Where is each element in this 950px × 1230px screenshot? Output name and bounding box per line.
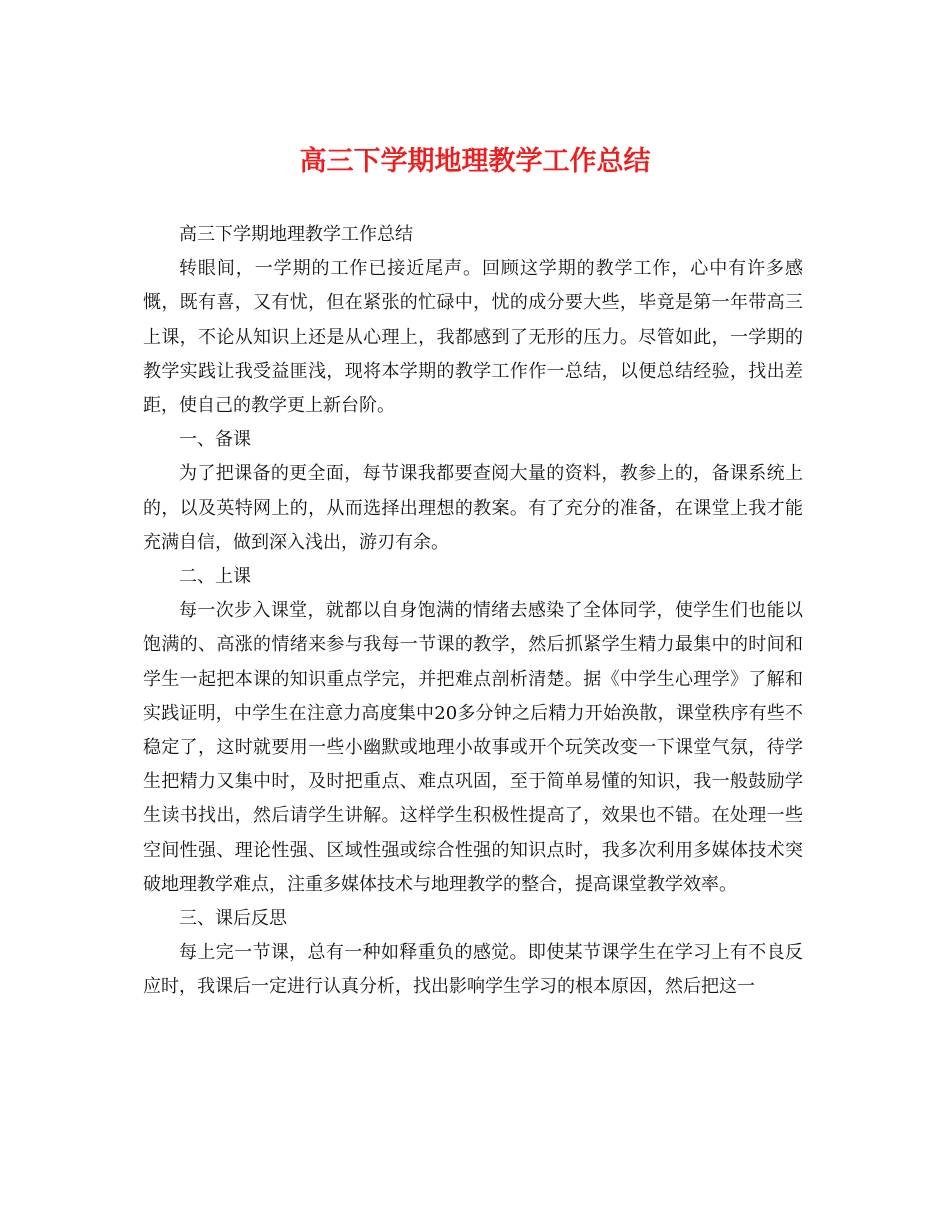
paragraph-intro: 转眼间，一学期的工作已接近尾声。回顾这学期的教学工作，心中有许多感慨，既有喜，又有忧，但在紧张的忙碌中，忧的成分要大些，毕竟是第一年带高三上课，不论从知识上还是从心理上，我都感到了无形的压力。尽管如此，一学期的教学实践让我受益匪浅，现将本学期的教学工作作一总结，以便总结经验，找出差距，使自己的教学更上新台阶。 bbox=[143, 258, 803, 417]
document-body bbox=[143, 218, 803, 1005]
section-heading-reflection: 三、课后反思 bbox=[179, 908, 287, 930]
paragraph-teaching: 每一次步入课堂，就都以自身饱满的情绪去感染了全体同学，使学生们也能以饱满的、高涨的情绪来参与我每一节课的教学，然后抓紧学生精力最集中的时间和学生一起把本课的知识重点学完，并把难点剖析清楚。据《中学生心理学》了解和实践证明，中学生在注意力高度集中20多分钟之后精力开始涣散，课堂秩序有些不稳定了，这时就要用一些小幽默或地理小故事或开个玩笑改变一下课堂气氛，待学生把精力又集中时，及时把重点、难点巩固，至于简单易懂的知识，我一般鼓励学生读书找出，然后请学生讲解。这样学生积极性提高了，效果也不错。在处理一些空间性强、理论性强、区域性强或综合性强的知识点时，我多次利用多媒体技术突破地理教学难点，注重多媒体技术与地理教学的整合，提高课堂教学效率。 bbox=[143, 600, 803, 895]
paragraph-lesson-prep: 为了把课备的更全面，每节课我都要查阅大量的资料，教参上的，备课系统上的，以及英特网上的，从而选择出理想的教案。有了充分的准备，在课堂上我才能充满自信，做到深入浅出，游刃有余。 bbox=[143, 463, 803, 553]
paragraph-reflection: 每上完一节课，总有一种如释重负的感觉。即使某节课学生在学习上有不良反应时，我课后一定进行认真分析，找出影响学生学习的根本原因，然后把这一 bbox=[143, 942, 803, 998]
document-title: 高三下学期地理教学工作总结 bbox=[299, 146, 651, 177]
section-heading-teaching: 二、上课 bbox=[179, 566, 251, 588]
section-heading-lesson-prep: 一、备课 bbox=[179, 429, 251, 451]
paragraph-heading: 高三下学期地理教学工作总结 bbox=[179, 224, 413, 245]
